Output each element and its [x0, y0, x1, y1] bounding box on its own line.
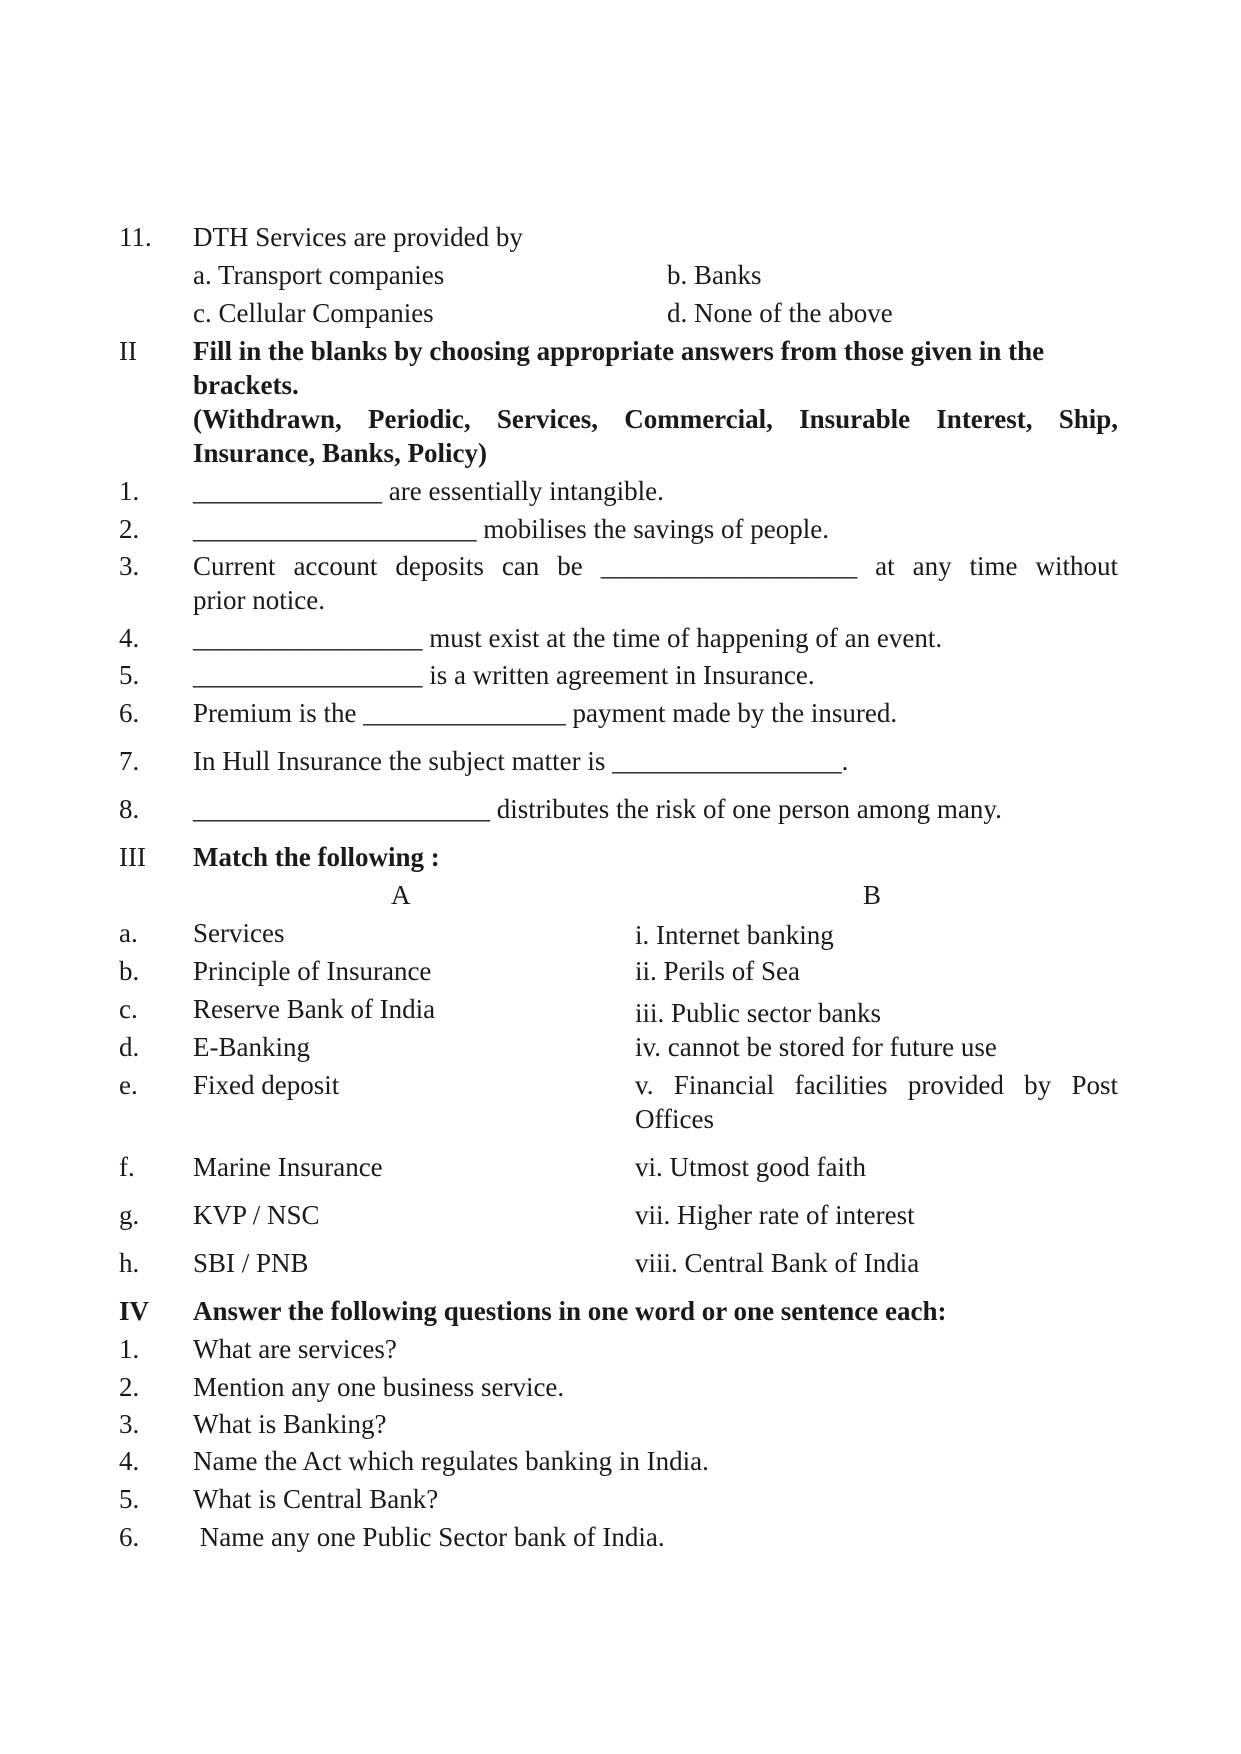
option-c: c. Cellular Companies [193, 298, 434, 328]
blank-question: _________________ must exist at the time of happening of an event. [193, 623, 943, 653]
match-item-b: iii. Public sector banks [635, 998, 881, 1028]
match-letter: e. [119, 1070, 138, 1100]
item-number: 8. [119, 794, 140, 824]
item-number: 6. [119, 698, 140, 728]
item-number: 4. [119, 1446, 140, 1476]
item-number: 2. [119, 1372, 140, 1402]
match-item-a: E-Banking [193, 1032, 310, 1062]
blank-question: In Hull Insurance the subject matter is _________________. [193, 746, 849, 776]
match-item-b: vi. Utmost good faith [635, 1152, 866, 1182]
blank-question: _________________ is a written agreement in Insurance. [193, 660, 815, 690]
match-letter: b. [119, 956, 140, 986]
short-question: What is Central Bank? [193, 1484, 439, 1514]
match-item-b: iv. cannot be stored for future use [635, 1032, 997, 1062]
blank-question: ______________________ distributes the risk of one person among many. [193, 794, 1002, 824]
match-item-b: i. Internet banking [635, 920, 834, 950]
match-letter: a. [119, 918, 138, 948]
match-item-b-cont: Offices [635, 1104, 714, 1134]
short-question: Name any one Public Sector bank of India. [193, 1522, 665, 1552]
column-b-header: B [863, 880, 882, 910]
short-question: What are services? [193, 1334, 397, 1364]
section-heading-cont: brackets. [193, 370, 299, 400]
match-item-a: Services [193, 918, 285, 948]
short-question: Mention any one business service. [193, 1372, 565, 1402]
section-heading: Answer the following questions in one word or one sentence each: [193, 1296, 947, 1326]
item-number: 2. [119, 514, 140, 544]
blank-question: Current account deposits can be ___________________ at any time without [193, 551, 1118, 581]
option-b: b. Banks [667, 260, 762, 290]
item-number: 3. [119, 551, 140, 581]
item-number: 4. [119, 623, 140, 653]
question-text: DTH Services are provided by [193, 222, 523, 252]
section-number: IV [119, 1296, 150, 1326]
short-question: Name the Act which regulates banking in India. [193, 1446, 709, 1476]
question-number: 11. [119, 222, 152, 252]
match-letter: d. [119, 1032, 140, 1062]
answer-options-cont: Insurance, Banks, Policy) [193, 438, 488, 468]
option-a: a. Transport companies [193, 260, 445, 290]
answer-options: (Withdrawn, Periodic, Services, Commercial, Insurable Interest, Ship, [193, 404, 1118, 434]
blank-question: Premium is the _______________ payment made by the insured. [193, 698, 898, 728]
match-item-a: Reserve Bank of India [193, 994, 436, 1024]
item-number: 6. [119, 1522, 140, 1552]
match-item-a: SBI / PNB [193, 1248, 309, 1278]
match-item-b: ii. Perils of Sea [635, 956, 800, 986]
blank-question: _____________________ mobilises the savings of people. [193, 514, 829, 544]
match-item-a: Principle of Insurance [193, 956, 432, 986]
match-letter: h. [119, 1248, 140, 1278]
item-number: 7. [119, 746, 140, 776]
item-number: 5. [119, 660, 140, 690]
item-number: 5. [119, 1484, 140, 1514]
match-letter: c. [119, 994, 138, 1024]
match-item-a: Marine Insurance [193, 1152, 383, 1182]
section-heading: Match the following : [193, 842, 440, 872]
match-letter: g. [119, 1200, 140, 1230]
match-item-b: viii. Central Bank of India [635, 1248, 920, 1278]
match-item-b: v. Financial facilities provided by Post [635, 1070, 1118, 1100]
column-a-header: A [391, 880, 411, 910]
option-d: d. None of the above [667, 298, 893, 328]
short-question: What is Banking? [193, 1409, 387, 1439]
item-number: 3. [119, 1409, 140, 1439]
section-heading: Fill in the blanks by choosing appropriate answers from those given in the [193, 336, 1045, 366]
item-number: 1. [119, 476, 140, 506]
section-number: II [119, 336, 137, 366]
blank-question: ______________ are essentially intangible. [193, 476, 664, 506]
item-number: 1. [119, 1334, 140, 1364]
section-number: III [119, 842, 146, 872]
match-item-a: KVP / NSC [193, 1200, 320, 1230]
match-letter: f. [119, 1152, 135, 1182]
match-item-a: Fixed deposit [193, 1070, 340, 1100]
match-item-b: vii. Higher rate of interest [635, 1200, 915, 1230]
blank-question-cont: prior notice. [193, 585, 325, 615]
